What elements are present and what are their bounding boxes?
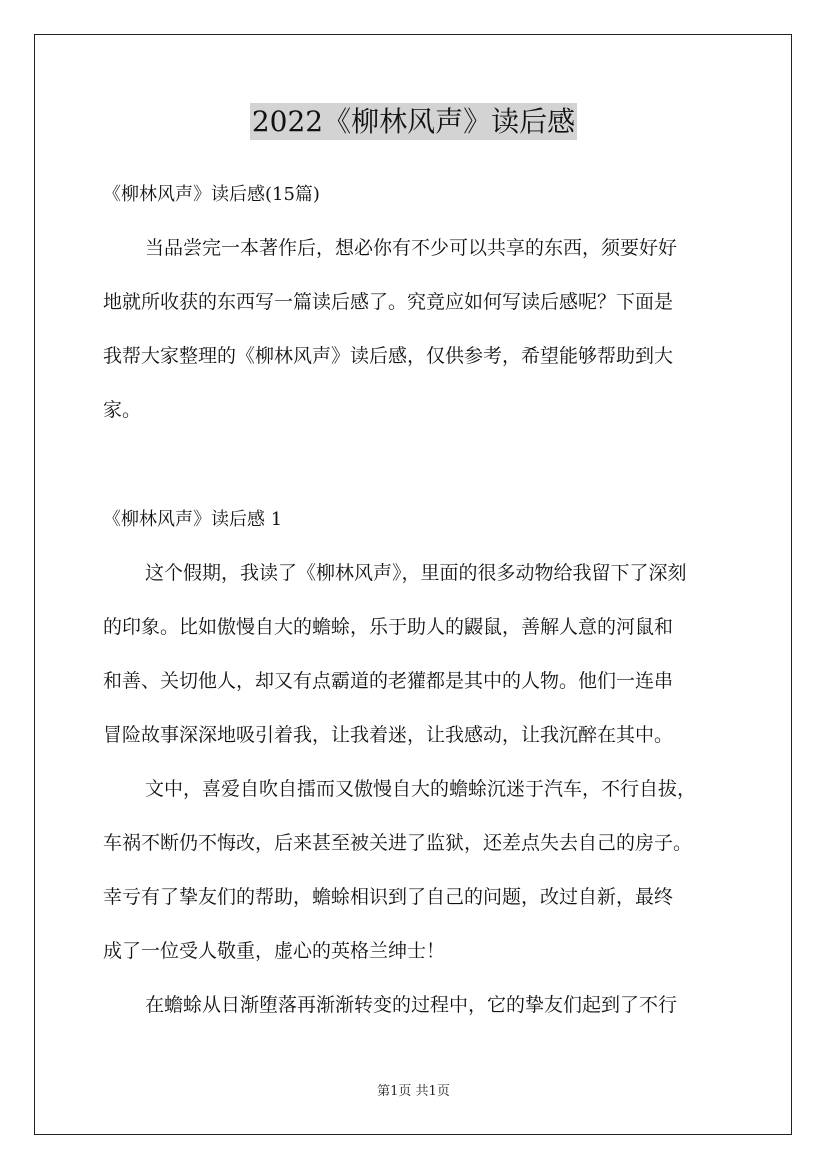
intro-line-1: 当品尝完一本著作后，想必你有不少可以共享的东西，须要好好	[145, 237, 678, 259]
body-line-6: 车祸不断仍不悔改，后来甚至被关进了监狱，还差点失去自己的房子。	[103, 832, 693, 854]
body-line-5: 文中，喜爱自吹自擂而又傲慢自大的蟾蜍沉迷于汽车，不行自拔，	[145, 778, 697, 800]
body-line-1: 这个假期，我读了《柳林风声》，里面的很多动物给我留下了深刻	[145, 562, 687, 584]
body-line-4: 冒险故事深深地吸引着我，让我着迷，让我感动，让我沉醉在其中。	[103, 724, 674, 746]
document-title-container	[0, 100, 827, 144]
section-heading: 《柳林风声》读后感 1	[103, 509, 283, 530]
body-line-8: 成了一位受人敬重，虚心的英格兰绅士！	[103, 940, 446, 962]
page-footer: 第1页 共1页	[377, 1084, 450, 1099]
intro-line-2: 地就所收获的东西写一篇读后感了。究竟应如何写读后感呢？下面是	[103, 291, 674, 313]
body-line-3: 和善、关切他人，却又有点霸道的老獾都是其中的人物。他们一连串	[103, 670, 674, 692]
body-line-9: 在蟾蜍从日渐堕落再渐渐转变的过程中，它的挚友们起到了不行	[145, 994, 678, 1016]
intro-line-3: 我帮大家整理的《柳林风声》读后感，仅供参考，希望能够帮助到大	[103, 345, 674, 367]
document-subtitle: 《柳林风声》读后感(15篇)	[103, 184, 320, 205]
body-line-7: 幸亏有了挚友们的帮助，蟾蜍相识到了自己的问题，改过自新，最终	[103, 886, 674, 908]
intro-line-4: 家。	[103, 399, 142, 421]
body-line-2: 的印象。比如傲慢自大的蟾蜍，乐于助人的鼹鼠，善解人意的河鼠和	[103, 616, 674, 638]
document-title: 2022《柳林风声》读后感	[251, 105, 576, 138]
